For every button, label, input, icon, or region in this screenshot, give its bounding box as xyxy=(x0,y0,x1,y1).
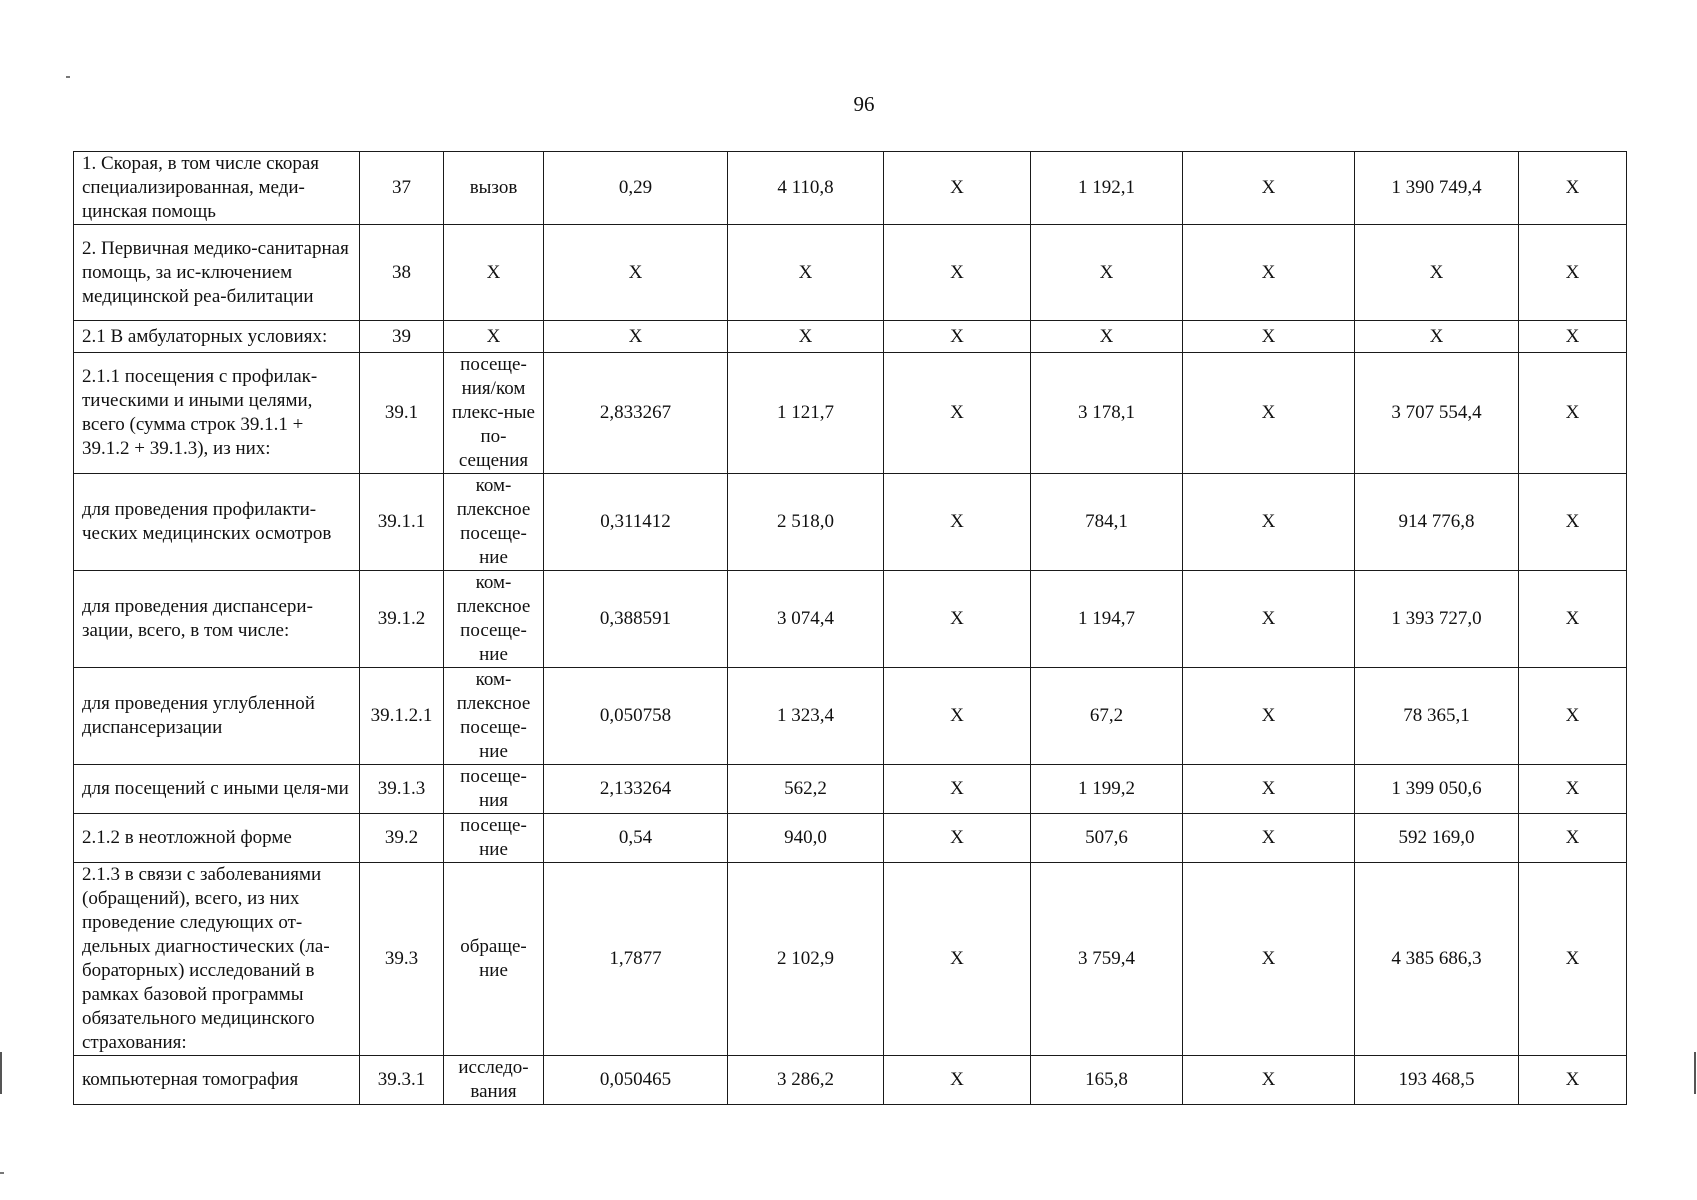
cell-col-4: X xyxy=(544,321,728,353)
cell-col-7: 1 194,7 xyxy=(1031,571,1183,668)
cell-col-10: X xyxy=(1519,474,1627,571)
cell-col-8: X xyxy=(1183,152,1355,225)
cell-col-8: X xyxy=(1183,474,1355,571)
row-name: 2.1.3 в связи с заболеваниями (обращений), всего, из них проведение следующих от-дельных диагностических (ла-бораторных) исследований в рамках базовой программы обязательного медицинского страхования: xyxy=(74,863,360,1056)
row-code: 39.1.2 xyxy=(360,571,444,668)
row-unit: ком-плексное посеще-ние xyxy=(444,668,544,765)
row-name: компьютерная томография xyxy=(74,1056,360,1105)
row-code: 39 xyxy=(360,321,444,353)
cell-col-6: X xyxy=(884,152,1031,225)
table-body xyxy=(74,152,1627,1105)
financing-table xyxy=(73,151,1627,1105)
cell-col-5: 3 286,2 xyxy=(728,1056,884,1105)
cell-col-4: 0,050465 xyxy=(544,1056,728,1105)
cell-col-5: 1 121,7 xyxy=(728,353,884,474)
cell-col-7: 507,6 xyxy=(1031,814,1183,863)
scan-artifact xyxy=(0,1052,2,1094)
scan-artifact xyxy=(1694,1052,1696,1094)
table-row xyxy=(74,814,1627,863)
cell-col-6: X xyxy=(884,814,1031,863)
row-code: 39.1.1 xyxy=(360,474,444,571)
cell-col-5: 3 074,4 xyxy=(728,571,884,668)
row-name: 2.1.1 посещения с профилак-тическими и иными целями, всего (сумма строк 39.1.1 + 39.1.2 + 39.1.3), из них: xyxy=(74,353,360,474)
cell-col-6: X xyxy=(884,321,1031,353)
cell-col-8: X xyxy=(1183,765,1355,814)
row-code: 37 xyxy=(360,152,444,225)
row-name: 2.1 В амбулаторных условиях: xyxy=(74,321,360,353)
cell-col-4: 1,7877 xyxy=(544,863,728,1056)
cell-col-9: 592 169,0 xyxy=(1355,814,1519,863)
row-unit: ком-плексное посеще-ние xyxy=(444,474,544,571)
cell-col-8: X xyxy=(1183,571,1355,668)
cell-col-9: X xyxy=(1355,321,1519,353)
row-name: для проведения профилакти-ческих медицинских осмотров xyxy=(74,474,360,571)
cell-col-10: X xyxy=(1519,152,1627,225)
table-row xyxy=(74,1056,1627,1105)
cell-col-6: X xyxy=(884,765,1031,814)
row-name: для посещений с иными целя-ми xyxy=(74,765,360,814)
row-code: 39.1.2.1 xyxy=(360,668,444,765)
cell-col-5: 2 518,0 xyxy=(728,474,884,571)
cell-col-9: 1 390 749,4 xyxy=(1355,152,1519,225)
cell-col-7: 3 759,4 xyxy=(1031,863,1183,1056)
row-unit: X xyxy=(444,225,544,321)
cell-col-5: 562,2 xyxy=(728,765,884,814)
cell-col-4: 2,133264 xyxy=(544,765,728,814)
cell-col-8: X xyxy=(1183,814,1355,863)
row-unit: ком-плексное посеще-ние xyxy=(444,571,544,668)
cell-col-9: X xyxy=(1355,225,1519,321)
row-unit: посеще-ния/ком плекс-ные по-сещения xyxy=(444,353,544,474)
scan-artifact xyxy=(66,76,70,78)
cell-col-4: X xyxy=(544,225,728,321)
table-row xyxy=(74,321,1627,353)
cell-col-7: 1 192,1 xyxy=(1031,152,1183,225)
cell-col-7: 1 199,2 xyxy=(1031,765,1183,814)
cell-col-9: 914 776,8 xyxy=(1355,474,1519,571)
table-row xyxy=(74,152,1627,225)
cell-col-6: X xyxy=(884,1056,1031,1105)
cell-col-5: 1 323,4 xyxy=(728,668,884,765)
cell-col-5: 4 110,8 xyxy=(728,152,884,225)
scan-artifact xyxy=(0,1172,4,1174)
cell-col-7: 165,8 xyxy=(1031,1056,1183,1105)
cell-col-7: X xyxy=(1031,321,1183,353)
cell-col-6: X xyxy=(884,863,1031,1056)
cell-col-6: X xyxy=(884,668,1031,765)
cell-col-4: 0,54 xyxy=(544,814,728,863)
row-unit: посеще-ния xyxy=(444,765,544,814)
cell-col-9: 1 399 050,6 xyxy=(1355,765,1519,814)
cell-col-4: 0,388591 xyxy=(544,571,728,668)
cell-col-9: 1 393 727,0 xyxy=(1355,571,1519,668)
cell-col-7: 3 178,1 xyxy=(1031,353,1183,474)
cell-col-5: X xyxy=(728,321,884,353)
cell-col-5: 940,0 xyxy=(728,814,884,863)
cell-col-10: X xyxy=(1519,814,1627,863)
cell-col-8: X xyxy=(1183,321,1355,353)
row-unit: посеще-ние xyxy=(444,814,544,863)
cell-col-10: X xyxy=(1519,225,1627,321)
cell-col-9: 3 707 554,4 xyxy=(1355,353,1519,474)
cell-col-8: X xyxy=(1183,1056,1355,1105)
cell-col-10: X xyxy=(1519,1056,1627,1105)
cell-col-6: X xyxy=(884,353,1031,474)
row-unit: обраще-ние xyxy=(444,863,544,1056)
cell-col-9: 4 385 686,3 xyxy=(1355,863,1519,1056)
cell-col-8: X xyxy=(1183,668,1355,765)
cell-col-5: 2 102,9 xyxy=(728,863,884,1056)
table-row xyxy=(74,474,1627,571)
row-code: 39.3 xyxy=(360,863,444,1056)
cell-col-10: X xyxy=(1519,353,1627,474)
cell-col-6: X xyxy=(884,571,1031,668)
cell-col-5: X xyxy=(728,225,884,321)
cell-col-4: 2,833267 xyxy=(544,353,728,474)
row-code: 38 xyxy=(360,225,444,321)
table-row xyxy=(74,225,1627,321)
cell-col-7: 784,1 xyxy=(1031,474,1183,571)
row-code: 39.1.3 xyxy=(360,765,444,814)
cell-col-7: X xyxy=(1031,225,1183,321)
cell-col-8: X xyxy=(1183,353,1355,474)
cell-col-4: 0,050758 xyxy=(544,668,728,765)
cell-col-6: X xyxy=(884,474,1031,571)
row-unit: вызов xyxy=(444,152,544,225)
table-row xyxy=(74,668,1627,765)
cell-col-10: X xyxy=(1519,863,1627,1056)
page-number: 96 xyxy=(853,92,875,116)
cell-col-6: X xyxy=(884,225,1031,321)
cell-col-10: X xyxy=(1519,668,1627,765)
row-code: 39.3.1 xyxy=(360,1056,444,1105)
row-name: для проведения диспансери-зации, всего, в том числе: xyxy=(74,571,360,668)
table-row xyxy=(74,765,1627,814)
row-name: для проведения углубленной диспансеризации xyxy=(74,668,360,765)
cell-col-4: 0,29 xyxy=(544,152,728,225)
row-code: 39.2 xyxy=(360,814,444,863)
cell-col-9: 193 468,5 xyxy=(1355,1056,1519,1105)
row-name: 2.1.2 в неотложной форме xyxy=(74,814,360,863)
cell-col-4: 0,311412 xyxy=(544,474,728,571)
cell-col-10: X xyxy=(1519,765,1627,814)
table-row xyxy=(74,353,1627,474)
row-name: 2. Первичная медико-санитарная помощь, за ис-ключением медицинской реа-билитации xyxy=(74,225,360,321)
table-row xyxy=(74,571,1627,668)
cell-col-10: X xyxy=(1519,571,1627,668)
row-name: 1. Скорая, в том числе скорая специализированная, меди-цинская помощь xyxy=(74,152,360,225)
cell-col-8: X xyxy=(1183,863,1355,1056)
cell-col-7: 67,2 xyxy=(1031,668,1183,765)
row-unit: исследо-вания xyxy=(444,1056,544,1105)
cell-col-9: 78 365,1 xyxy=(1355,668,1519,765)
cell-col-8: X xyxy=(1183,225,1355,321)
table-row xyxy=(74,863,1627,1056)
row-unit: X xyxy=(444,321,544,353)
cell-col-10: X xyxy=(1519,321,1627,353)
row-code: 39.1 xyxy=(360,353,444,474)
